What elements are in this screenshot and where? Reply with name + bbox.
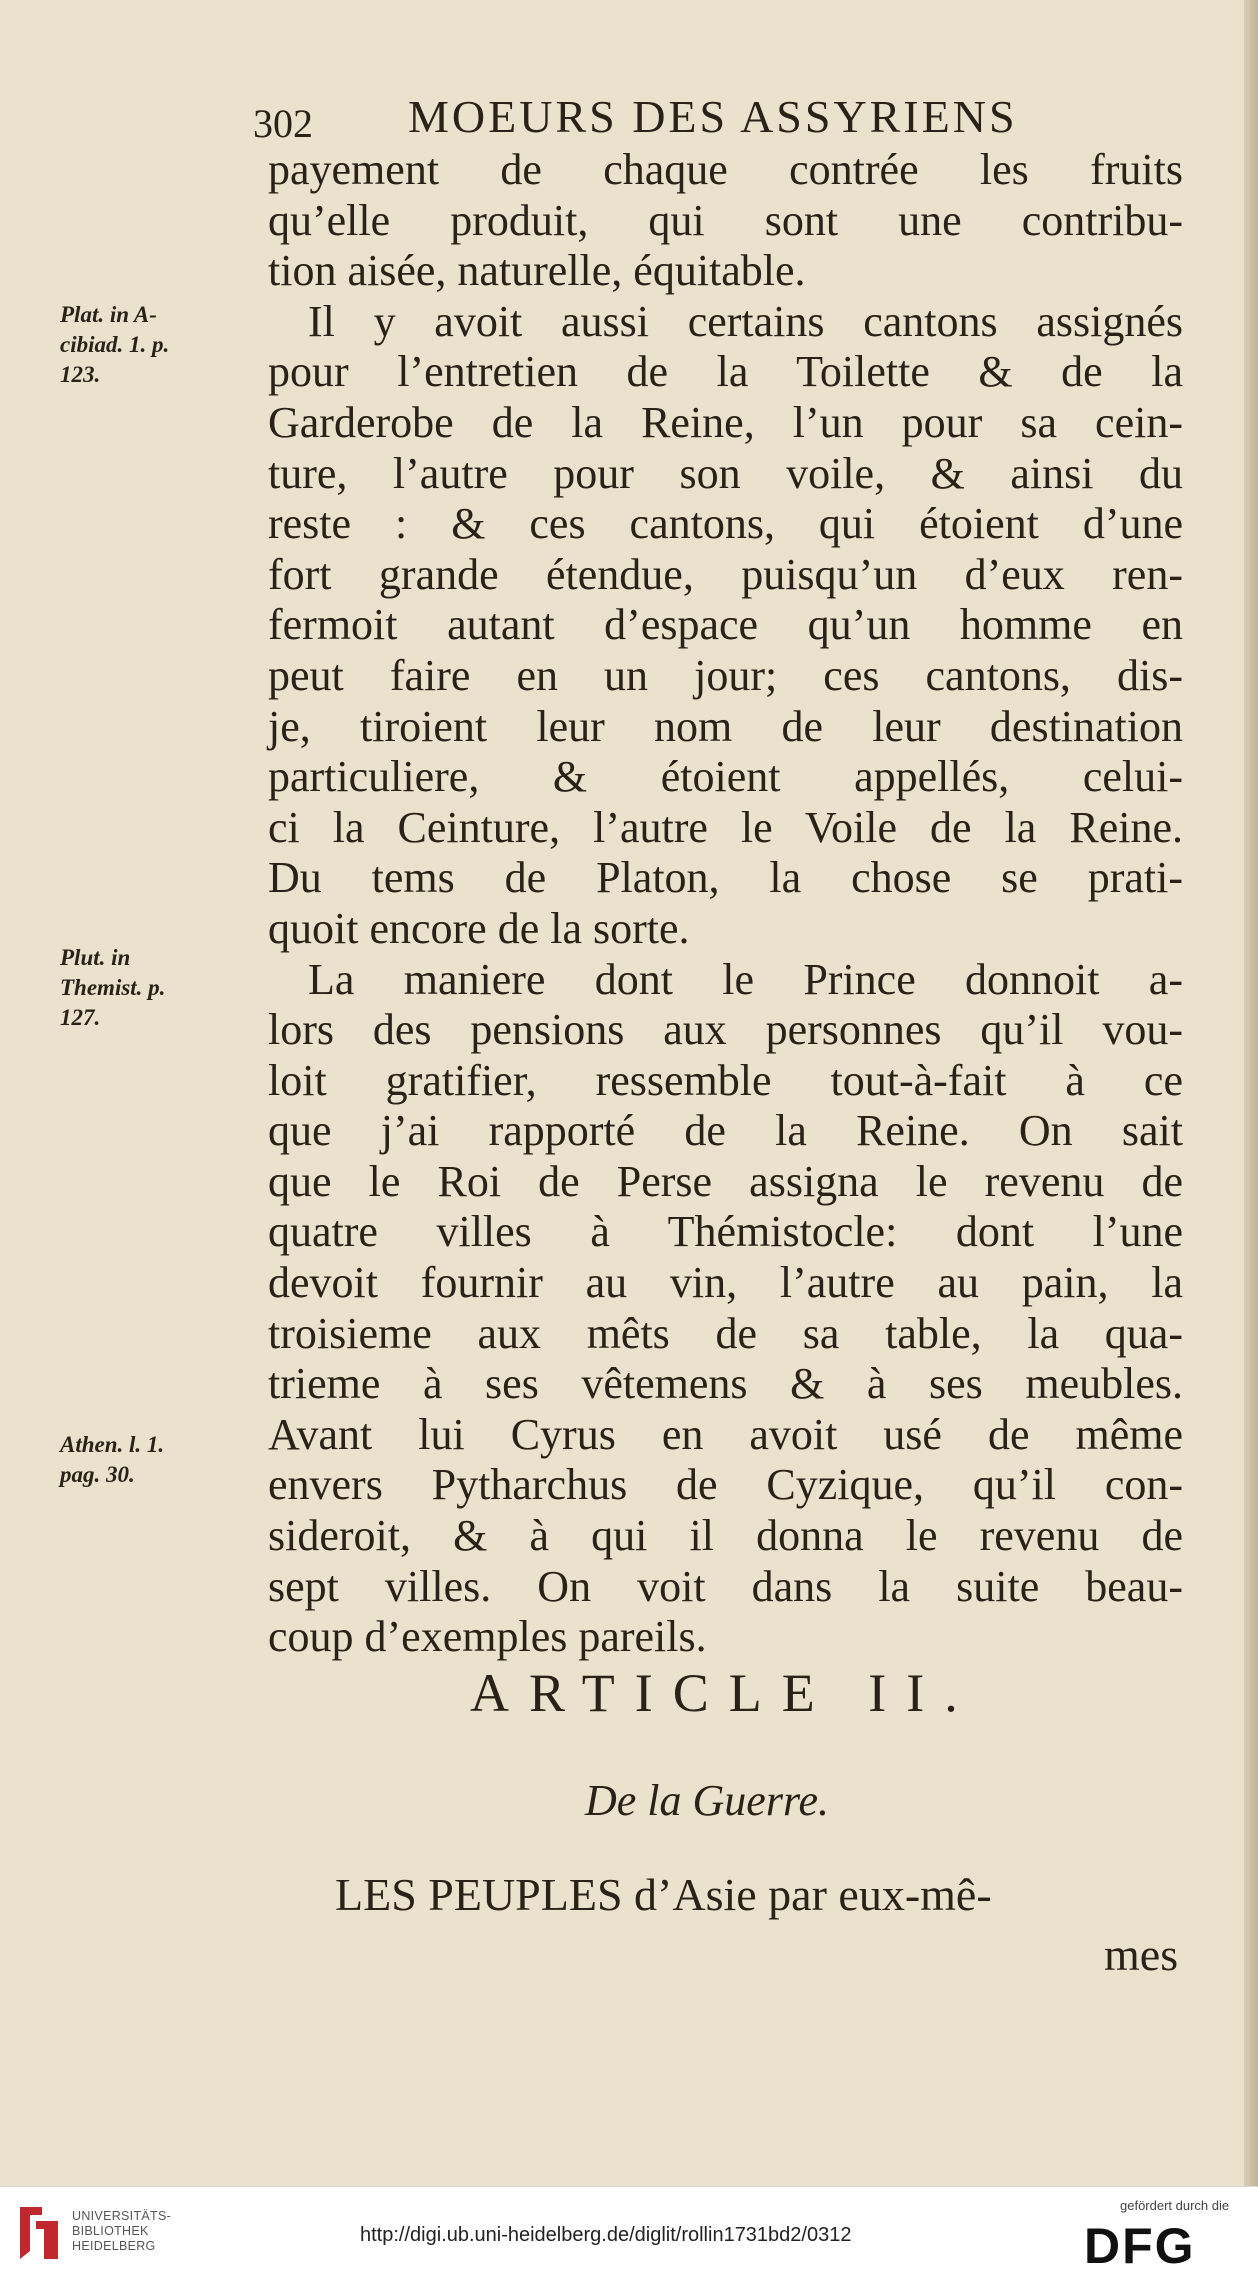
dfg-logo-icon	[1080, 2217, 1245, 2269]
dfg-logo-text: DFG	[1084, 2218, 1196, 2269]
text-line: quatre villes à Thémistocle: dont l’une	[268, 1207, 1183, 1257]
text-line: que le Roi de Perse assigna le revenu de	[268, 1156, 1183, 1206]
sponsor-text: gefördert durch die	[1120, 2198, 1230, 2213]
text-line: troisieme aux mêts de sa table, la qua-	[268, 1308, 1183, 1358]
margin-note-line: pag. 30.	[60, 1462, 135, 1487]
text-line: pour l’entretien de la Toilette & de la	[268, 347, 1183, 397]
page-edge	[1244, 0, 1258, 2186]
permalink-url[interactable]: http://digi.ub.uni-heidelberg.de/diglit/rollin1731bd2/0312	[360, 2224, 852, 2246]
text-line: reste : & ces cantons, qui étoient d’une	[268, 499, 1183, 549]
margin-note-line: 123.	[60, 362, 101, 387]
margin-note-line: Athen. l. 1.	[60, 1432, 165, 1457]
text-line: coup d’exemples pareils.	[268, 1612, 707, 1662]
running-head	[253, 82, 1053, 152]
text-line: peut faire en un jour; ces cantons, dis-	[268, 650, 1183, 700]
text-line: que j’ai rapporté de la Reine. On sait	[268, 1106, 1183, 1156]
article-heading: ARTICLE II.	[470, 1663, 978, 1723]
margin-note-line: Plut. in	[60, 945, 131, 970]
text-line: ci la Ceinture, l’autre le Voile de la Reine.	[268, 802, 1183, 852]
viewer-footer	[0, 2186, 1258, 2279]
margin-note-line: Themist. p.	[60, 975, 166, 1000]
library-name	[72, 2209, 171, 2254]
text-line: fermoit autant d’espace qu’un homme en	[268, 600, 1183, 650]
margin-note-plato	[60, 300, 260, 390]
text-line: tion aisée, naturelle, équitable.	[268, 246, 806, 296]
text-line: Avant lui Cyrus en avoit usé de même	[268, 1409, 1183, 1459]
text-line: fort grande étendue, puisqu’un d’eux ren-	[268, 549, 1183, 599]
running-head-title: MOEURS DES ASSYRIENS	[408, 91, 1018, 142]
margin-note-plutarch	[60, 943, 260, 1033]
margin-note-line: cibiad. 1. p.	[60, 332, 170, 357]
text-line: sept villes. On voit dans la suite beau-	[268, 1561, 1183, 1611]
text-line: trieme à ses vêtemens & à ses meubles.	[268, 1359, 1183, 1409]
text-line: devoit fournir au vin, l’autre au pain, la	[268, 1258, 1183, 1308]
text-line: je, tiroient leur nom de leur destination	[268, 701, 1183, 751]
body-text	[268, 145, 1183, 1663]
text-line: La maniere dont le Prince donnoit a-	[308, 954, 1183, 1004]
page-number: 302	[253, 101, 313, 146]
text-line: ture, l’autre pour son voile, & ainsi du	[268, 448, 1183, 498]
text-line: Il y avoit aussi certains cantons assignés	[308, 296, 1183, 346]
margin-note-athenaeus	[60, 1430, 260, 1490]
text-line: particuliere, & étoient appellés, celui-	[268, 752, 1183, 802]
text-line: payement de chaque contrée les fruits	[268, 145, 1183, 194]
text-line: lors des pensions aux personnes qu’il vou-	[268, 1005, 1183, 1055]
text-line: Garderobe de la Reine, l’un pour sa cein-	[268, 397, 1183, 447]
margin-note-line: Plat. in A-	[60, 302, 157, 327]
text-line: envers Pytharchus de Cyzique, qu’il con-	[268, 1460, 1183, 1510]
catchword: mes	[1104, 1929, 1179, 1980]
margin-note-line: 127.	[60, 1005, 101, 1030]
text-line: quoit encore de la sorte.	[268, 903, 690, 953]
library-name-line: BIBLIOTHEK	[72, 2224, 149, 2238]
text-line: loit gratifier, ressemble tout-à-fait à ce	[268, 1055, 1183, 1105]
ub-heidelberg-logo-icon	[14, 2203, 64, 2263]
article-subtitle: De la Guerre.	[585, 1776, 829, 1825]
text-line: Du tems de Platon, la chose se prati-	[268, 853, 1183, 903]
library-name-line: HEIDELBERG	[72, 2239, 156, 2253]
library-name-line: UNIVERSITÄTS-	[72, 2209, 172, 2223]
section-first-line: LES PEUPLES d’Asie par eux-mê-	[335, 1869, 992, 1920]
text-line: sideroit, & à qui il donna le revenu de	[268, 1511, 1183, 1561]
text-line: qu’elle produit, qui sont une contribu-	[268, 195, 1183, 245]
